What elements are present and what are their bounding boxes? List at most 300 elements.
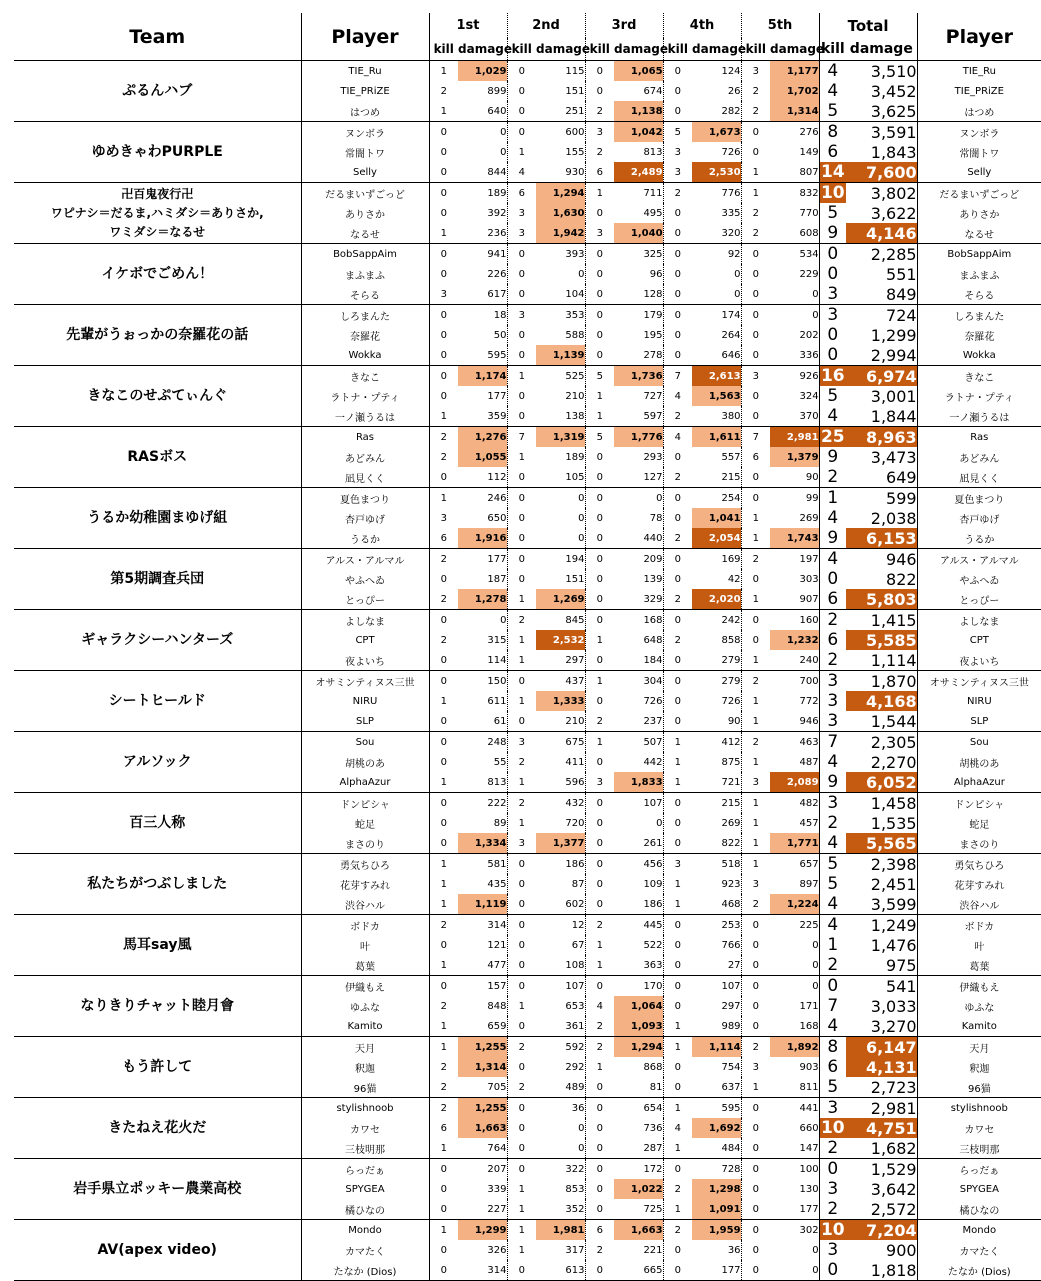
round-kill-cell: 1 xyxy=(429,894,458,915)
round-kill-cell: 1 xyxy=(440,1224,447,1236)
round-kill-cell: 2 xyxy=(752,207,759,219)
round-kill-cell: 4 xyxy=(507,162,536,183)
total-kill-cell: 3 xyxy=(819,793,846,814)
round-damage-cell: 197 xyxy=(770,549,819,570)
player-name: Ras xyxy=(301,427,429,448)
round-kill-cell: 0 xyxy=(507,1138,536,1159)
round-damage-cell: 150 xyxy=(458,671,507,692)
player-name: カマたく xyxy=(301,1240,429,1260)
player-row xyxy=(14,61,1041,82)
round-kill-cell: 5 xyxy=(596,370,603,382)
round-damage-cell: 187 xyxy=(458,569,507,589)
total-damage-cell: 3,510 xyxy=(870,61,917,81)
round-kill-cell: 0 xyxy=(752,146,759,158)
round-damage-cell: 1,114 xyxy=(692,1037,741,1058)
round-kill-cell: 1 xyxy=(429,955,458,976)
round-damage-cell: 0 xyxy=(458,122,507,143)
round-damage-cell: 314 xyxy=(458,915,507,936)
player-row xyxy=(14,1037,1041,1058)
round-damage-cell: 242 xyxy=(692,610,741,631)
round-damage-cell: 248 xyxy=(458,732,507,753)
round-kill-cell: 0 xyxy=(507,284,536,305)
round-damage-cell: 253 xyxy=(692,915,741,936)
player-row xyxy=(14,366,1041,387)
round-damage-cell: 89 xyxy=(458,813,507,833)
total-damage-cell: 2,398 xyxy=(870,854,917,874)
total-kill-cell: 4 xyxy=(819,894,846,915)
round-kill-cell: 0 xyxy=(741,1199,770,1220)
round-kill-cell: 2 xyxy=(674,634,681,646)
kill-header: kill xyxy=(741,38,770,61)
round-kill-cell: 0 xyxy=(596,309,603,321)
round-damage-cell: 1,833 xyxy=(614,772,663,793)
round-damage-cell: 477 xyxy=(458,955,507,976)
round-kill-cell: 0 xyxy=(518,512,525,524)
round-kill-cell: 1 xyxy=(752,797,759,809)
round-damage-cell: 130 xyxy=(770,1179,819,1199)
round-damage-cell: 92 xyxy=(692,244,741,265)
round-kill-cell: 0 xyxy=(752,309,759,321)
round-kill-cell: 5 xyxy=(674,126,681,138)
round-damage-cell: 169 xyxy=(692,549,741,570)
round-kill-cell: 0 xyxy=(752,1224,759,1236)
round-header-2nd: 2nd xyxy=(507,13,585,38)
total-damage-cell: 1,476 xyxy=(870,935,917,955)
round-kill-cell: 3 xyxy=(752,1061,759,1073)
player-name: 96猫 xyxy=(301,1077,429,1098)
total-damage-cell: 5,803 xyxy=(846,589,917,610)
round-kill-cell: 1 xyxy=(741,1077,770,1098)
round-damage-cell: 484 xyxy=(692,1138,741,1159)
round-kill-cell: 0 xyxy=(752,390,759,402)
round-damage-cell: 207 xyxy=(458,1159,507,1180)
round-kill-cell: 2 xyxy=(440,451,447,463)
round-kill-cell: 0 xyxy=(674,329,681,341)
round-kill-cell: 0 xyxy=(663,955,692,976)
player-name-right: 夏色まつり xyxy=(917,488,1041,509)
player-name-right: 常闇トワ xyxy=(917,142,1041,162)
round-damage-cell: 1,224 xyxy=(770,894,819,915)
total-kill-cell: 0 xyxy=(819,264,846,284)
player-name: 奈羅花 xyxy=(301,325,429,345)
round-damage-cell: 1,298 xyxy=(692,1179,741,1199)
round-damage-cell: 1,630 xyxy=(536,203,585,223)
player-name: 伊織もえ xyxy=(301,976,429,997)
round-damage-cell: 105 xyxy=(536,467,585,488)
round-kill-cell: 1 xyxy=(741,162,770,183)
player-name-right: ありさか xyxy=(917,203,1041,223)
player-name-right: オサミンティヌス三世 xyxy=(917,671,1041,692)
total-damage-cell: 2,038 xyxy=(870,508,917,528)
round-damage-cell: 1,232 xyxy=(770,630,819,650)
total-damage-cell: 6,974 xyxy=(846,366,917,387)
total-kill-cell: 4 xyxy=(819,833,846,854)
player-name-right: しろまんた xyxy=(917,305,1041,326)
round-damage-cell: 297 xyxy=(692,996,741,1016)
round-damage-cell: 1,042 xyxy=(614,122,663,143)
round-damage-cell: 195 xyxy=(614,325,663,345)
round-damage-cell: 225 xyxy=(770,915,819,936)
round-damage-cell: 588 xyxy=(536,325,585,345)
round-kill-cell: 4 xyxy=(674,431,681,443)
round-damage-cell: 151 xyxy=(536,81,585,101)
round-damage-cell: 637 xyxy=(692,1077,741,1098)
round-damage-cell: 844 xyxy=(458,162,507,183)
total-kill-cell: 4 xyxy=(819,549,846,570)
round-kill-cell: 0 xyxy=(440,817,447,829)
player-name: Mondo xyxy=(301,1220,429,1241)
round-kill-cell: 0 xyxy=(596,1163,603,1175)
player-name-right: まふまふ xyxy=(917,264,1041,284)
round-damage-cell: 210 xyxy=(536,711,585,732)
round-kill-cell: 1 xyxy=(596,736,603,748)
round-damage-cell: 0 xyxy=(770,305,819,326)
round-kill-cell: 0 xyxy=(429,1199,458,1220)
round-kill-cell: 1 xyxy=(663,772,692,793)
round-damage-cell: 240 xyxy=(770,650,819,671)
round-kill-cell: 0 xyxy=(440,329,447,341)
round-kill-cell: 2 xyxy=(674,1183,681,1195)
total-kill-cell: 3 xyxy=(819,711,846,732)
round-kill-cell: 0 xyxy=(596,451,603,463)
round-damage-cell: 0 xyxy=(536,508,585,528)
total-kill-cell: 4 xyxy=(819,406,846,427)
round-kill-cell: 2 xyxy=(596,1041,603,1053)
round-damage-cell: 650 xyxy=(458,508,507,528)
round-damage-cell: 899 xyxy=(458,81,507,101)
round-damage-cell: 177 xyxy=(692,1260,741,1281)
round-kill-cell: 0 xyxy=(752,634,759,646)
round-kill-cell: 0 xyxy=(663,711,692,732)
round-kill-cell: 0 xyxy=(518,1061,525,1073)
round-damage-cell: 121 xyxy=(458,935,507,955)
round-kill-cell: 3 xyxy=(585,772,614,793)
round-damage-cell: 654 xyxy=(614,1098,663,1119)
player-name: SLP xyxy=(301,711,429,732)
round-kill-cell: 1 xyxy=(507,589,536,610)
round-kill-cell: 0 xyxy=(440,126,447,138)
round-kill-cell: 0 xyxy=(752,939,759,951)
round-kill-cell: 2 xyxy=(674,1224,681,1236)
player-name-right: そらる xyxy=(917,284,1041,305)
round-kill-cell: 1 xyxy=(752,817,759,829)
round-damage-cell: 2,489 xyxy=(614,162,663,183)
round-kill-cell: 0 xyxy=(440,248,447,260)
round-kill-cell: 0 xyxy=(518,675,525,687)
team-name: アルソック xyxy=(122,753,192,770)
round-damage-cell: 61 xyxy=(458,711,507,732)
team-name: 馬耳say風 xyxy=(123,936,192,953)
player-row xyxy=(14,1098,1041,1119)
round-damage-cell: 90 xyxy=(692,711,741,732)
total-kill-cell: 0 xyxy=(819,569,846,589)
round-kill-cell: 1 xyxy=(752,695,759,707)
round-damage-cell: 923 xyxy=(692,874,741,894)
total-kill-cell: 6 xyxy=(819,630,846,650)
round-damage-cell: 292 xyxy=(536,1057,585,1077)
total-damage-cell: 946 xyxy=(886,549,917,569)
round-kill-cell: 0 xyxy=(596,1183,603,1195)
round-kill-cell: 0 xyxy=(752,268,759,280)
team-name-cell xyxy=(14,671,301,732)
round-kill-cell: 0 xyxy=(585,528,614,549)
header-row-rounds xyxy=(14,13,1041,38)
round-damage-cell: 725 xyxy=(614,1199,663,1220)
round-kill-cell: 1 xyxy=(741,528,770,549)
round-damage-cell: 1,319 xyxy=(536,427,585,448)
round-damage-cell: 326 xyxy=(458,1240,507,1260)
round-kill-cell: 0 xyxy=(585,284,614,305)
round-kill-cell: 6 xyxy=(596,1224,603,1236)
team-name-cell xyxy=(14,976,301,1037)
kill-header: kill xyxy=(585,38,614,61)
player-name: TIE_PRiZE xyxy=(301,81,429,101)
total-kill-cell: 10 xyxy=(820,1220,845,1240)
player-name: ありさか xyxy=(301,203,429,223)
round-damage-cell: 489 xyxy=(536,1077,585,1098)
total-damage-cell: 3,033 xyxy=(870,996,917,1016)
round-kill-cell: 1 xyxy=(518,1224,525,1236)
player-name-right: 夜よいち xyxy=(917,650,1041,671)
round-kill-cell: 0 xyxy=(596,797,603,809)
round-kill-cell: 1 xyxy=(741,833,770,854)
team-name: ぷるんハブ xyxy=(122,82,193,99)
team-name-cell xyxy=(14,183,301,244)
player-name-right: Wokka xyxy=(917,345,1041,366)
round-kill-cell: 1 xyxy=(429,223,458,244)
round-kill-cell: 3 xyxy=(507,833,536,854)
round-damage-cell: 412 xyxy=(692,732,741,753)
round-kill-cell: 0 xyxy=(507,101,536,122)
total-damage-cell: 1,818 xyxy=(846,1260,917,1281)
team-name-cell xyxy=(14,1098,301,1159)
round-damage-cell: 1,663 xyxy=(614,1220,663,1241)
total-kill-cell: 10 xyxy=(820,183,845,203)
round-kill-cell: 0 xyxy=(518,65,525,77)
total-damage-cell: 1,249 xyxy=(870,915,917,935)
round-damage-cell: 147 xyxy=(770,1138,819,1159)
round-kill-cell: 1 xyxy=(440,695,447,707)
round-damage-cell: 189 xyxy=(458,183,507,204)
round-kill-cell: 1 xyxy=(752,512,759,524)
round-kill-cell: 0 xyxy=(440,187,447,199)
round-kill-cell: 0 xyxy=(596,573,603,585)
round-kill-cell: 4 xyxy=(674,390,681,402)
player-name-right: 橘ひなの xyxy=(917,1199,1041,1220)
round-kill-cell: 1 xyxy=(752,187,759,199)
round-damage-cell: 596 xyxy=(536,772,585,793)
round-damage-cell: 279 xyxy=(692,650,741,671)
team-name-cell xyxy=(14,732,301,793)
round-damage-cell: 811 xyxy=(770,1077,819,1098)
round-kill-cell: 3 xyxy=(507,223,536,244)
round-damage-cell: 168 xyxy=(770,1016,819,1037)
player-name-right: やふへゐ xyxy=(917,569,1041,589)
total-kill-cell: 2 xyxy=(819,610,846,631)
player-name: AlphaAzur xyxy=(301,772,429,793)
player-name-right: 三枝明那 xyxy=(917,1138,1041,1159)
round-damage-cell: 189 xyxy=(536,447,585,467)
round-damage-cell: 1,959 xyxy=(692,1220,741,1241)
player-name-right: stylishnoob xyxy=(917,1098,1041,1119)
round-damage-cell: 1,065 xyxy=(614,61,663,82)
round-kill-cell: 0 xyxy=(429,467,458,488)
round-kill-cell: 0 xyxy=(507,467,536,488)
round-kill-cell: 0 xyxy=(585,1138,614,1159)
player-name: まふまふ xyxy=(301,264,429,284)
player-name-right: うるか xyxy=(917,528,1041,549)
round-damage-cell: 435 xyxy=(458,874,507,894)
round-kill-cell: 0 xyxy=(596,248,603,260)
round-kill-cell: 0 xyxy=(429,1260,458,1281)
player-name: そらる xyxy=(301,284,429,305)
round-kill-cell: 0 xyxy=(741,1138,770,1159)
round-damage-cell: 1,334 xyxy=(458,833,507,854)
round-damage-cell: 279 xyxy=(692,671,741,692)
total-kill-cell: 2 xyxy=(819,955,846,976)
round-kill-cell: 3 xyxy=(518,309,525,321)
round-damage-cell: 1,119 xyxy=(458,894,507,915)
round-kill-cell: 2 xyxy=(440,431,447,443)
round-kill-cell: 2 xyxy=(752,85,759,97)
round-kill-cell: 1 xyxy=(674,1041,681,1053)
player-name: ドンピシャ xyxy=(301,793,429,814)
round-kill-cell: 0 xyxy=(507,894,536,915)
player-name-right: 胡桃のあ xyxy=(917,752,1041,772)
round-kill-cell: 0 xyxy=(674,451,681,463)
round-damage-cell: 194 xyxy=(536,549,585,570)
player-name-right: 渋谷ハル xyxy=(917,894,1041,915)
round-damage-cell: 495 xyxy=(614,203,663,223)
kill-header: kill xyxy=(429,38,458,61)
round-damage-cell: 325 xyxy=(614,244,663,265)
round-kill-cell: 0 xyxy=(741,467,770,488)
total-damage-cell: 4,131 xyxy=(846,1057,917,1077)
round-damage-cell: 168 xyxy=(614,610,663,631)
team-name-cell xyxy=(14,427,301,488)
round-damage-cell: 674 xyxy=(614,81,663,101)
round-damage-cell: 90 xyxy=(770,467,819,488)
round-kill-cell: 2 xyxy=(585,711,614,732)
round-kill-cell: 0 xyxy=(752,1183,759,1195)
round-damage-cell: 0 xyxy=(458,142,507,162)
total-damage-cell: 822 xyxy=(886,569,917,589)
round-kill-cell: 0 xyxy=(596,695,603,707)
round-kill-cell: 0 xyxy=(518,248,525,260)
damage-header: damage xyxy=(458,38,507,61)
round-damage-cell: 2,020 xyxy=(692,589,741,610)
round-damage-cell: 754 xyxy=(692,1057,741,1077)
player-name-right: 奈羅花 xyxy=(917,325,1041,345)
round-damage-cell: 534 xyxy=(770,244,819,265)
round-damage-cell: 186 xyxy=(614,894,663,915)
round-damage-cell: 1,314 xyxy=(458,1057,507,1077)
round-damage-cell: 184 xyxy=(614,650,663,671)
team-name: 百三人称 xyxy=(129,814,186,831)
round-kill-cell: 0 xyxy=(752,573,759,585)
round-kill-cell: 0 xyxy=(596,512,603,524)
player-name: 三枝明那 xyxy=(301,1138,429,1159)
total-kill-cell: 5 xyxy=(819,1077,846,1098)
round-damage-cell: 1,294 xyxy=(536,183,585,204)
round-kill-cell: 1 xyxy=(507,1199,536,1220)
round-damage-cell: 215 xyxy=(692,467,741,488)
round-kill-cell: 1 xyxy=(741,650,770,671)
round-damage-cell: 0 xyxy=(536,264,585,284)
player-name-right: SPYGEA xyxy=(917,1179,1041,1199)
round-damage-cell: 482 xyxy=(770,793,819,814)
round-damage-cell: 0 xyxy=(692,284,741,305)
total-damage-cell: 2,451 xyxy=(870,874,917,894)
round-damage-cell: 107 xyxy=(692,976,741,997)
round-damage-cell: 1,299 xyxy=(458,1220,507,1241)
round-damage-cell: 0 xyxy=(770,935,819,955)
round-damage-cell: 770 xyxy=(770,203,819,223)
round-kill-cell: 1 xyxy=(674,1102,681,1114)
player-name: ラトナ・プティ xyxy=(301,386,429,406)
total-kill-cell: 8 xyxy=(819,1037,846,1058)
round-damage-cell: 229 xyxy=(770,264,819,284)
round-kill-cell: 0 xyxy=(440,797,447,809)
round-kill-cell: 2 xyxy=(741,223,770,244)
round-damage-cell: 55 xyxy=(458,752,507,772)
team-name: 第5期調査兵団 xyxy=(110,570,205,587)
round-kill-cell: 2 xyxy=(429,1077,458,1098)
team-name: シートヒールド xyxy=(108,692,206,709)
player-name-right: まさのり xyxy=(917,833,1041,854)
round-kill-cell: 2 xyxy=(518,614,525,626)
total-kill-cell: 1 xyxy=(819,935,846,955)
total-damage-cell: 599 xyxy=(886,488,917,508)
round-kill-cell: 2 xyxy=(440,85,447,97)
total-damage-cell: 3,802 xyxy=(870,183,917,203)
total-damage-cell: 900 xyxy=(886,1240,917,1260)
round-damage-cell: 0 xyxy=(770,955,819,976)
team-name-cell xyxy=(14,488,301,549)
total-damage-cell: 2,981 xyxy=(870,1098,917,1118)
total-kill-cell: 25 xyxy=(820,427,845,447)
round-damage-cell: 226 xyxy=(458,264,507,284)
round-kill-cell: 1 xyxy=(596,1061,603,1073)
player-name-right: はつめ xyxy=(917,101,1041,122)
round-kill-cell: 2 xyxy=(518,1041,525,1053)
round-kill-cell: 0 xyxy=(674,1244,681,1256)
round-damage-cell: 0 xyxy=(692,264,741,284)
total-damage-cell: 5,585 xyxy=(846,630,917,650)
round-damage-cell: 487 xyxy=(770,752,819,772)
round-kill-cell: 0 xyxy=(440,1244,447,1256)
round-kill-cell: 0 xyxy=(674,553,681,565)
total-kill-cell: 6 xyxy=(819,589,846,610)
round-kill-cell: 2 xyxy=(440,919,447,931)
round-damage-cell: 432 xyxy=(536,793,585,814)
round-kill-cell: 0 xyxy=(674,675,681,687)
round-kill-cell: 3 xyxy=(752,878,759,890)
round-kill-cell: 3 xyxy=(596,126,603,138)
round-damage-cell: 0 xyxy=(536,1118,585,1138)
total-damage-cell: 7,600 xyxy=(846,162,917,183)
round-kill-cell: 1 xyxy=(518,634,525,646)
round-kill-cell: 1 xyxy=(440,65,447,77)
player-name-right: 杏戸ゆげ xyxy=(917,508,1041,528)
round-damage-cell: 665 xyxy=(614,1260,663,1281)
round-damage-cell: 100 xyxy=(770,1159,819,1180)
round-kill-cell: 0 xyxy=(440,614,447,626)
round-damage-cell: 726 xyxy=(614,691,663,711)
round-kill-cell: 3 xyxy=(752,370,759,382)
total-damage-cell: 1,299 xyxy=(870,325,917,345)
player-row xyxy=(14,854,1041,875)
